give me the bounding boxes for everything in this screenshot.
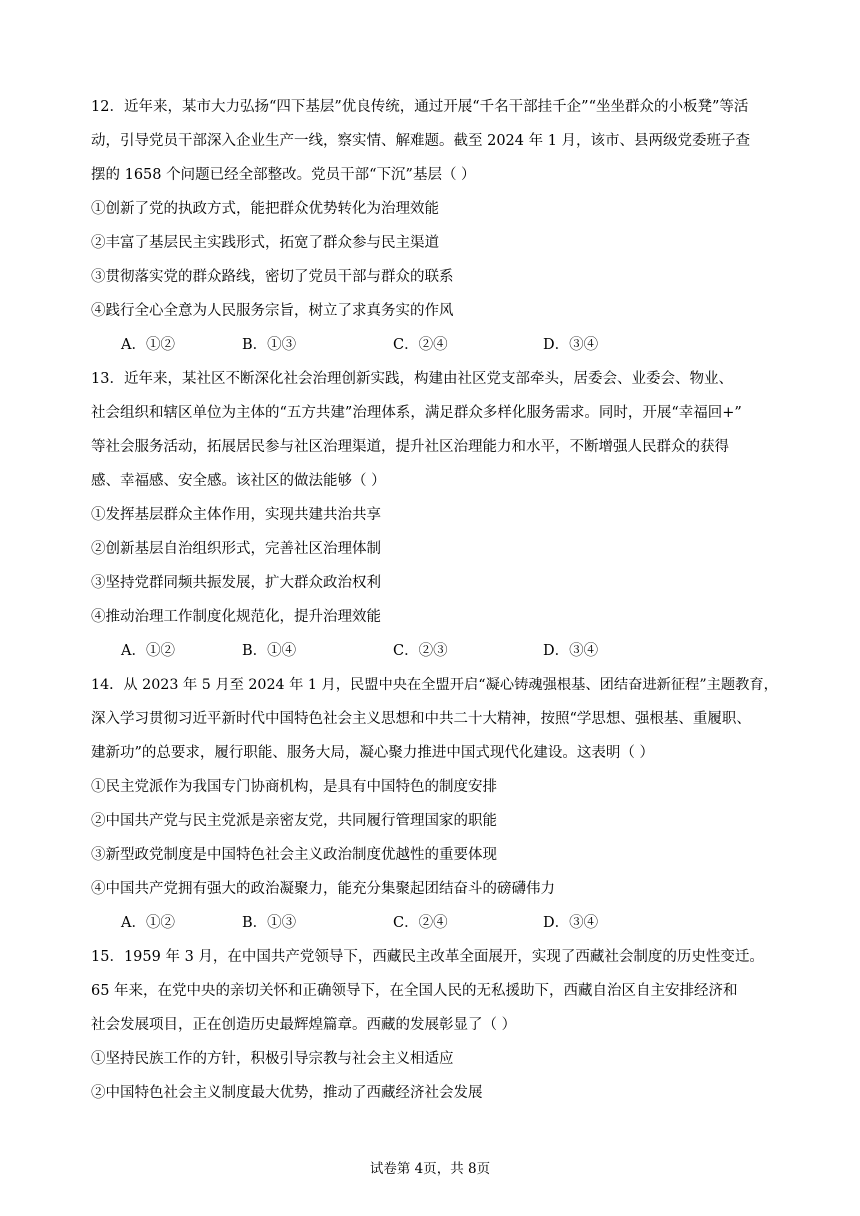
q14-statement-2: ②中国共产党与民主党派是亲密友党，共同履行管理国家的职能 [91, 813, 497, 829]
q13-statement-4: ④推动治理工作制度化规范化，提升治理效能 [91, 609, 381, 625]
q13-stem-line-3: 等社会服务活动，拓展居民参与社区治理渠道，提升社区治理能力和水平，不断增强人民群众的获得 [91, 439, 729, 455]
q13-stem-line-2: 社会组织和辖区单位为主体的“五方共建”治理体系，满足群众多样化服务需求。同时，开展“幸福回+” [91, 405, 742, 421]
q13-stem-line-4: 感、幸福感、安全感。该社区的做法能够（ ） [91, 473, 386, 489]
q12-stem-line-1: 12．近年来，某市大力弘扬“四下基层”优良传统，通过开展“千名干部挂千企”“坐坐群众的小板凳”等活 [91, 99, 749, 115]
q12-statement-3: ③贯彻落实党的群众路线，密切了党员干部与群众的联系 [91, 269, 454, 285]
q13-option-a[interactable]: A．①② [121, 643, 175, 659]
q13-option-b[interactable]: B．①④ [242, 643, 297, 659]
q12-option-b[interactable]: B．①③ [242, 337, 297, 353]
q12-stem-line-3: 摆的 1658 个问题已经全部整改。党员干部“下沉”基层（ ） [91, 167, 476, 183]
q14-option-b[interactable]: B．①③ [242, 915, 297, 931]
q13-options [121, 641, 781, 661]
q14-stem-line-1: 14．从 2023 年 5 月至 2024 年 1 月，民盟中央在全盟开启“凝心铸魂强根基、团结奋进新征程”主题教育， [91, 677, 778, 693]
q14-stem-line-3: 建新功”的总要求，履行职能、服务大局，凝心聚力推进中国式现代化建设。这表明（ ） [91, 745, 655, 761]
q12-option-d[interactable]: D．③④ [543, 337, 599, 353]
q12-statement-2: ②丰富了基层民主实践形式，拓宽了群众参与民主渠道 [91, 235, 439, 251]
q15-stem-line-3: 社会发展项目，正在创造历史最辉煌篇章。西藏的发展彰显了（ ） [91, 1017, 517, 1033]
q14-option-a[interactable]: A．①② [121, 915, 175, 931]
q13-statement-1: ①发挥基层群众主体作用，实现共建共治共享 [91, 507, 381, 523]
q13-statement-2: ②创新基层自治组织形式，完善社区治理体制 [91, 541, 381, 557]
q15-statement-1: ①坚持民族工作的方针，积极引导宗教与社会主义相适应 [91, 1051, 454, 1067]
q14-statement-4: ④中国共产党拥有强大的政治凝聚力，能充分集聚起团结奋斗的磅礴伟力 [91, 881, 555, 897]
q15-stem-line-2: 65 年来，在党中央的亲切关怀和正确领导下，在全国人民的无私援助下，西藏自治区自主安排经济和 [91, 983, 738, 999]
q14-statement-1: ①民主党派作为我国专门协商机构，是具有中国特色的制度安排 [91, 779, 497, 795]
q13-statement-3: ③坚持党群同频共振发展，扩大群众政治权利 [91, 575, 381, 591]
q14-stem-line-2: 深入学习贯彻习近平新时代中国特色社会主义思想和中共二十大精神，按照“学思想、强根基、重履职、 [91, 711, 751, 727]
q12-option-c[interactable]: C．②④ [393, 337, 448, 353]
q13-option-c[interactable]: C．②③ [393, 643, 448, 659]
page-footer: 试卷第 4页，共 8页 [369, 1161, 491, 1177]
q13-option-d[interactable]: D．③④ [543, 643, 599, 659]
q15-stem-line-1: 15．1959 年 3 月，在中国共产党领导下，西藏民主改革全面展开，实现了西藏社会制度的历史性变迁。 [91, 949, 764, 965]
q12-stem-line-2: 动，引导党员干部深入企业生产一线，察实情、解难题。截至 2024 年 1 月，该市、县两级党委班子查 [91, 133, 751, 149]
q13-stem-line-1: 13．近年来，某社区不断深化社会治理创新实践，构建由社区党支部牵头，居委会、业委会、物业、 [91, 371, 733, 387]
q12-options [121, 335, 781, 355]
q12-statement-1: ①创新了党的执政方式，能把群众优势转化为治理效能 [91, 201, 439, 217]
q15-statement-2: ②中国特色社会主义制度最大优势，推动了西藏经济社会发展 [91, 1085, 483, 1101]
q12-statement-4: ④践行全心全意为人民服务宗旨，树立了求真务实的作风 [91, 303, 454, 319]
q14-option-c[interactable]: C．②④ [393, 915, 448, 931]
q12-option-a[interactable]: A．①② [121, 337, 175, 353]
q14-options [121, 913, 781, 933]
q14-statement-3: ③新型政党制度是中国特色社会主义政治制度优越性的重要体现 [91, 847, 497, 863]
q14-option-d[interactable]: D．③④ [543, 915, 599, 931]
